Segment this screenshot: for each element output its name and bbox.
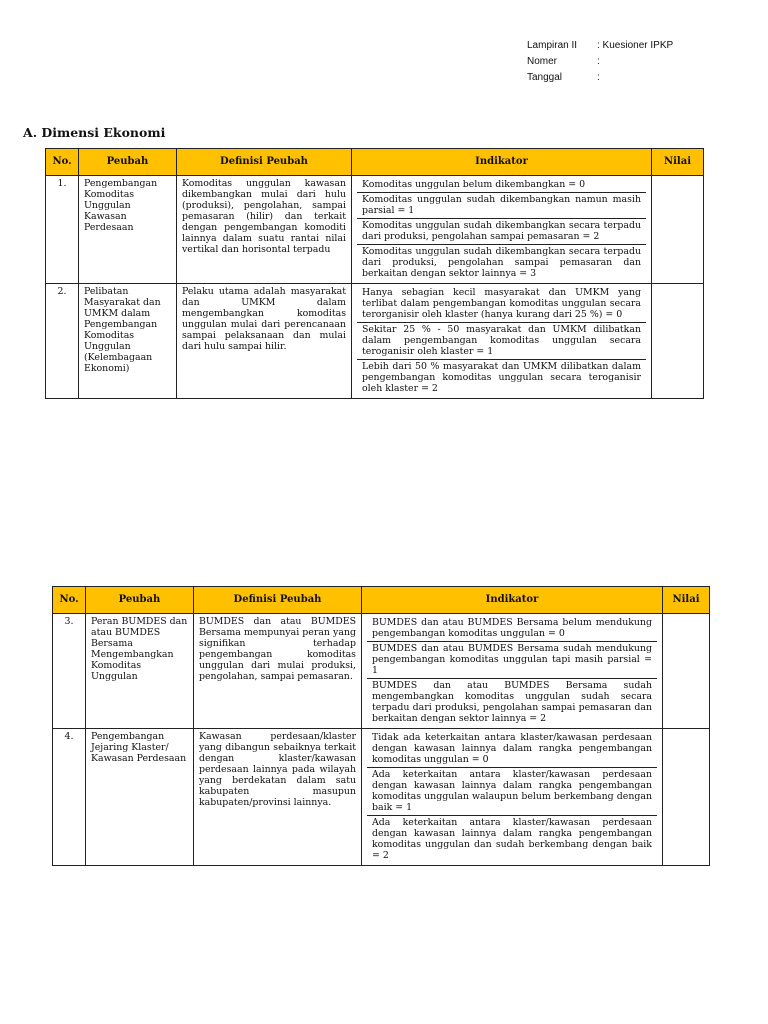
indikator-option: Hanya sebagian kecil masyarakat dan UMKM yang terlibat dalam pengembangan komoditas unggulan secara terorganisir oleh klaster (hanya kurang dari 25 %) = 0 [362,287,641,320]
nomer-value: : [597,56,600,67]
indikator-cell [362,729,663,866]
nilai-cell[interactable] [663,729,710,866]
indikator-cell [362,614,663,729]
table-header-row [46,149,704,176]
indikator-option: Komoditas unggulan sudah dikembangkan secara terpadu dari produksi, pengolahan sampai pemasaran = 2 [357,218,646,244]
row-number: 3. [53,614,86,729]
indikator-option: Komoditas unggulan belum dikembangkan = 0 [362,179,586,190]
nilai-cell[interactable] [663,614,710,729]
lampiran-label: Lampiran II [527,40,578,51]
definisi-cell: Kawasan perdesaan/klaster yang dibangun sebaiknya terkait dengan klaster/kawasan perdesaan lainnya pada wilayah yang berdekatan dalam satu kabupaten masupun kabupaten/provinsi lainnya. [194,729,362,866]
lampiran-row [527,38,673,54]
section-title: A. Dimensi Ekonomi [23,125,166,140]
col-header-indikator: Indikator [352,149,652,176]
tanggal-row [527,70,673,86]
nilai-cell[interactable] [652,176,704,284]
row-number: 4. [53,729,86,866]
table-header-row [53,587,710,614]
indikator-option: BUMDES dan atau BUMDES Bersama sudah mendukung pengembangan komoditas unggulan tapi masih parsial = 1 [367,641,657,678]
peubah-cell: Peran BUMDES dan atau BUMDES Bersama Mengembangkan Komoditas Unggulan [86,614,194,729]
row-number: 2. [46,284,79,399]
indikator-option: Komoditas unggulan sudah dikembangkan namun masih parsial = 1 [357,192,646,218]
col-header-no: No. [46,149,79,176]
col-header-definisi: Definisi Peubah [177,149,352,176]
col-header-definisi: Definisi Peubah [194,587,362,614]
indikator-cell [352,176,652,284]
indikator-option: Komoditas unggulan sudah dikembangkan secara terpadu dari produksi, pengolahan sampai pemasaran dan berkaitan dengan sektor lainnya = 3 [357,244,646,281]
table-row [46,284,704,399]
col-header-nilai: Nilai [652,149,704,176]
nomer-row [527,54,673,70]
indikator-option: Lebih dari 50 % masyarakat dan UMKM dilibatkan dalam pengembangan komoditas unggulan secara teroganisir oleh klaster = 2 [357,359,646,396]
nomer-label: Nomer [527,56,558,67]
nilai-cell[interactable] [652,284,704,399]
indikator-option: Sekitar 25 % - 50 masyarakat dan UMKM dilibatkan dalam pengembangan komoditas unggulan secara teroganisir oleh klaster = 1 [357,322,646,359]
indikator-option: Ada keterkaitan antara klaster/kawasan perdesaan dengan kawasan lainnya dalam rangka pengembangan komoditas unggulan dan sudah berkembang dengan baik = 2 [367,815,657,863]
col-header-nilai: Nilai [663,587,710,614]
tanggal-label: Tanggal [527,72,563,83]
indikator-cell [352,284,652,399]
col-header-peubah: Peubah [79,149,177,176]
questionnaire-table-1 [45,148,704,399]
lampiran-value: : Kuesioner IPKP [597,40,674,51]
col-header-peubah: Peubah [86,587,194,614]
questionnaire-table-2 [52,586,710,866]
row-number: 1. [46,176,79,284]
indikator-option: BUMDES dan atau BUMDES Bersama sudah mengembangkan komoditas unggulan sudah secara terpadu dari produksi, pengolahan sampai pemasaran dan berkaitan dengan sektor lainnya = 2 [367,678,657,726]
peubah-cell: Pengembangan Jejaring Klaster/ Kawasan Perdesaan [86,729,194,866]
indikator-option: Tidak ada keterkaitan antara klaster/kawasan perdesaan dengan kawasan lainnya dalam rangka pengembangan komoditas unggulan = 0 [372,732,652,765]
col-header-no: No. [53,587,86,614]
col-header-indikator: Indikator [362,587,663,614]
indikator-option: BUMDES dan atau BUMDES Bersama belum mendukung pengembangan komoditas unggulan = 0 [372,617,652,639]
peubah-cell: Pengembangan Komoditas Unggulan Kawasan Perdesaan [79,176,177,284]
definisi-cell: Pelaku utama adalah masyarakat dan UMKM dalam mengembangkan komoditas unggulan mulai dari perencanaan sampai pelaksanaan dan mulai dari hulu sampai hilir. [177,284,352,399]
table-row [53,614,710,729]
definisi-cell: Komoditas unggulan kawasan dikembangkan mulai dari hulu (produksi), pengolahan, sampai pemasaran (hilir) dan terkait dengan pengembangan komoditi lainnya dalam suatu rantai nilai vertikal dan horisontal terpadu [177,176,352,284]
peubah-cell: Pelibatan Masyarakat dan UMKM dalam Pengembangan Komoditas Unggulan (Kelembagaan Ekonomi) [79,284,177,399]
table-row [53,729,710,866]
table-row [46,176,704,284]
definisi-cell: BUMDES dan atau BUMDES Bersama mempunyai peran yang signifikan terhadap pengembangan komoditas unggulan dari mulai produksi, pengolahan, sampai pemasaran. [194,614,362,729]
tanggal-value: : [597,72,600,83]
document-header-meta [527,38,673,86]
indikator-option: Ada keterkaitan antara klaster/kawasan perdesaan dengan kawasan lainnya dalam rangka pengembangan komoditas unggulan walaupun belum berkembang dengan baik = 1 [367,767,657,815]
